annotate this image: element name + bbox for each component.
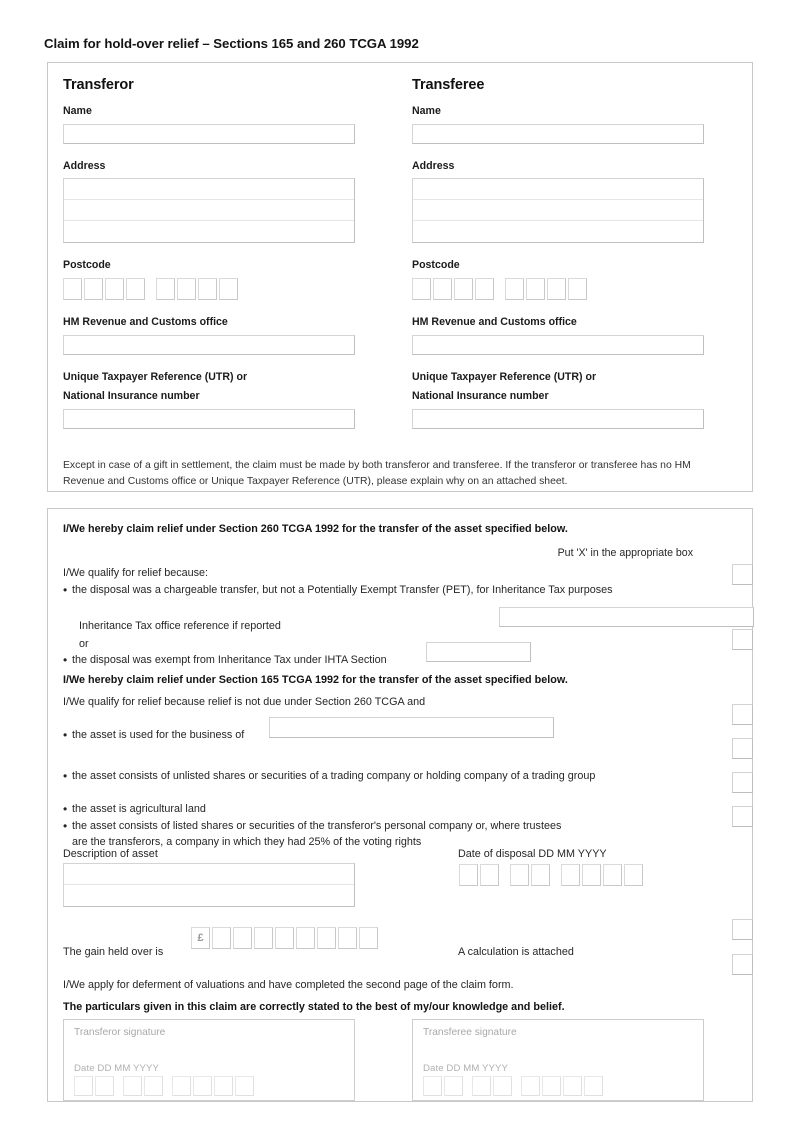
sig-date-year-1[interactable]: [172, 1076, 191, 1096]
sig-date-year-3[interactable]: [214, 1076, 233, 1096]
sig-date-day-2[interactable]: [444, 1076, 463, 1096]
date-of-disposal-label: Date of disposal DD MM YYYY: [458, 848, 607, 860]
postcode-char-3[interactable]: [105, 278, 124, 300]
transferee-utr-input[interactable]: [412, 409, 704, 429]
description-of-asset-input[interactable]: [63, 863, 355, 907]
claim-body: [63, 521, 739, 1074]
claim-panel: [47, 508, 753, 1102]
transferee-name-input[interactable]: [412, 124, 704, 144]
gain-digit-4[interactable]: [275, 927, 294, 949]
section-165-bullet-1-text: the asset is used for the business of: [72, 729, 245, 741]
gain-digit-6[interactable]: [317, 927, 336, 949]
sig-date-year-4[interactable]: [235, 1076, 254, 1096]
bullet-dot-icon: •: [63, 769, 68, 783]
section-165-bullet-3-text: the asset is agricultural land: [72, 803, 206, 815]
gain-held-over-label: The gain held over is: [63, 946, 164, 958]
postcode-char-6[interactable]: [526, 278, 545, 300]
date-month-1[interactable]: [510, 864, 529, 886]
section-260-bullet-2-text: the disposal was exempt from Inheritance Tax under IHTA Section: [72, 654, 387, 666]
transferor-column: [63, 77, 355, 429]
checkbox-s260-iht-exempt[interactable]: [732, 629, 753, 650]
date-month-2[interactable]: [531, 864, 550, 886]
transferee-address-input[interactable]: [412, 178, 704, 243]
transferee-office-input[interactable]: [412, 335, 704, 355]
sig-date-year-2[interactable]: [193, 1076, 212, 1096]
iht-reference-input[interactable]: [499, 607, 754, 627]
transferor-postcode-input[interactable]: [63, 278, 355, 300]
transferor-name-label: Name: [63, 105, 92, 117]
bullet-dot-icon: •: [63, 819, 68, 833]
address-line-2[interactable]: [64, 200, 354, 221]
transferor-utr-label-line1: Unique Taxpayer Reference (UTR) or: [63, 370, 248, 383]
transferor-address-input[interactable]: [63, 178, 355, 243]
transferee-office-label: HM Revenue and Customs office: [412, 316, 577, 329]
description-of-asset-label: Description of asset: [63, 848, 158, 860]
transferor-signature-date-label: Date DD MM YYYY: [74, 1063, 160, 1074]
sig-date-day-2[interactable]: [95, 1076, 114, 1096]
transferor-postcode-label: Postcode: [63, 259, 111, 272]
bullet-dot-icon: •: [63, 583, 68, 598]
bullet-dot-icon: •: [63, 802, 68, 816]
sig-date-day-1[interactable]: [423, 1076, 442, 1096]
or-connector: or: [79, 638, 89, 650]
bullet-dot-icon: •: [63, 653, 68, 667]
gain-digit-5[interactable]: [296, 927, 315, 949]
section-165-bullet-3: [63, 801, 206, 817]
address-line-3[interactable]: [64, 221, 354, 242]
sig-date-month-1[interactable]: [472, 1076, 491, 1096]
transferee-heading: Transferee: [412, 77, 485, 93]
gain-digit-2[interactable]: [233, 927, 252, 949]
transferor-utr-label-line2: National Insurance number: [63, 390, 200, 403]
postcode-char-3[interactable]: [454, 278, 473, 300]
transferee-name-label: Name: [412, 105, 441, 117]
postcode-char-4[interactable]: [475, 278, 494, 300]
sig-date-year-2[interactable]: [542, 1076, 561, 1096]
date-year-4[interactable]: [624, 864, 643, 886]
postcode-char-1[interactable]: [63, 278, 82, 300]
section-165-bullet-2-text: the asset consists of unlisted shares or securities of a trading company or holding company of a trading group: [72, 770, 596, 782]
section-260-bullet-1: [63, 582, 739, 598]
postcode-char-8[interactable]: [568, 278, 587, 300]
page-title: Claim for hold-over relief – Sections 165 and 260 TCGA 1992: [44, 36, 419, 51]
description-line-2[interactable]: [64, 885, 354, 906]
date-year-1[interactable]: [561, 864, 580, 886]
put-x-instruction: Put 'X' in the appropriate box: [557, 547, 693, 560]
bullet-dot-icon: •: [63, 728, 68, 742]
postcode-char-6[interactable]: [177, 278, 196, 300]
section-165-bullet-2: [63, 768, 595, 784]
calculation-attached-label: A calculation is attached: [458, 946, 574, 958]
checkbox-deferment-of-valuations[interactable]: [732, 954, 753, 975]
deferment-line: I/We apply for deferment of valuations and have completed the second page of the claim form.: [63, 979, 514, 991]
section-165-qualify-intro: I/We qualify for relief because relief is not due under Section 260 TCGA and: [63, 696, 426, 708]
description-line-1[interactable]: [64, 864, 354, 885]
transferee-postcode-input[interactable]: [412, 278, 704, 300]
transferee-utr-label-line1: Unique Taxpayer Reference (UTR) or: [412, 370, 597, 383]
parties-panel: [47, 62, 753, 492]
gain-digit-3[interactable]: [254, 927, 273, 949]
transferee-signature-placeholder: Transferee signature: [423, 1027, 517, 1038]
currency-symbol-icon: £: [191, 927, 210, 949]
postcode-char-1[interactable]: [412, 278, 431, 300]
date-year-3[interactable]: [603, 864, 622, 886]
section-165-bullet-1: [63, 727, 244, 743]
checkbox-calculation-attached[interactable]: [732, 919, 753, 940]
transferee-column: [412, 77, 704, 429]
gain-digit-7[interactable]: [338, 927, 357, 949]
sig-date-month-2[interactable]: [493, 1076, 512, 1096]
transferee-postcode-label: Postcode: [412, 259, 460, 272]
date-day-2[interactable]: [480, 864, 499, 886]
postcode-char-5[interactable]: [505, 278, 524, 300]
transferor-heading: Transferor: [63, 77, 134, 93]
business-of-input[interactable]: [269, 717, 554, 738]
postcode-char-7[interactable]: [198, 278, 217, 300]
sig-date-month-1[interactable]: [123, 1076, 142, 1096]
section-165-heading: I/We hereby claim relief under Section 165 TCGA 1992 for the transfer of the asset specified below.: [63, 674, 568, 686]
section-260-bullet-1-text: the disposal was a chargeable transfer, but not a Potentially Exempt Transfer (PET), for Inheritance Tax purposes: [72, 584, 613, 597]
postcode-char-4[interactable]: [126, 278, 145, 300]
transferee-signature-date-input[interactable]: [423, 1076, 605, 1096]
ihta-section-input[interactable]: [426, 642, 531, 662]
declaration-line: The particulars given in this claim are correctly stated to the best of my/our knowledge and belief.: [63, 1001, 565, 1013]
transferor-utr-input[interactable]: [63, 409, 355, 429]
gain-digit-8[interactable]: [359, 927, 378, 949]
transferor-office-input[interactable]: [63, 335, 355, 355]
transferor-address-label: Address: [63, 159, 106, 172]
gain-held-over-input[interactable]: [191, 927, 380, 949]
date-of-disposal-input[interactable]: [459, 864, 645, 886]
sig-date-year-1[interactable]: [521, 1076, 540, 1096]
postcode-char-8[interactable]: [219, 278, 238, 300]
address-line-1[interactable]: [413, 179, 703, 200]
section-260-bullet-2: [63, 652, 387, 668]
section-260-heading: I/We hereby claim relief under Section 260 TCGA 1992 for the transfer of the asset specified below.: [63, 523, 568, 535]
transferor-office-label: HM Revenue and Customs office: [63, 316, 228, 329]
transferee-utr-label-line2: National Insurance number: [412, 390, 549, 403]
section-165-bullet-4-line1: the asset consists of listed shares or securities of the transferor's personal company or, where trustees: [72, 820, 562, 832]
transferor-signature-date-input[interactable]: [74, 1076, 256, 1096]
transferee-signature-block[interactable]: [412, 1019, 704, 1101]
address-line-1[interactable]: [64, 179, 354, 200]
address-line-3[interactable]: [413, 221, 703, 242]
section-260-qualify-intro: I/We qualify for relief because:: [63, 567, 209, 580]
section-165-bullet-4-line2: are the transferors, a company in which they had 25% of the voting rights: [72, 836, 422, 849]
sig-date-year-3[interactable]: [563, 1076, 582, 1096]
transferor-signature-placeholder: Transferor signature: [74, 1027, 166, 1038]
transferee-signature-date-label: Date DD MM YYYY: [423, 1063, 509, 1074]
transferee-address-label: Address: [412, 159, 455, 172]
gain-digit-1[interactable]: [212, 927, 231, 949]
address-line-2[interactable]: [413, 200, 703, 221]
date-day-1[interactable]: [459, 864, 478, 886]
sig-date-year-4[interactable]: [584, 1076, 603, 1096]
sig-date-month-2[interactable]: [144, 1076, 163, 1096]
parties-note: Except in case of a gift in settlement, the claim must be made by both transferor and transferee. If the transferor or transferee has no HM Revenue and Customs office or Unique Taxpayer Reference (UTR), please explain why on an attached sheet.: [63, 460, 691, 487]
postcode-char-7[interactable]: [547, 278, 566, 300]
postcode-char-2[interactable]: [433, 278, 452, 300]
checkbox-s260-pet[interactable]: [732, 564, 753, 585]
sig-date-day-1[interactable]: [74, 1076, 93, 1096]
checkbox-s165-business[interactable]: [732, 704, 753, 725]
postcode-char-5[interactable]: [156, 278, 175, 300]
date-year-2[interactable]: [582, 864, 601, 886]
checkbox-s165-unlisted-shares[interactable]: [732, 738, 753, 759]
checkbox-s165-agricultural-land[interactable]: [732, 772, 753, 793]
transferor-name-input[interactable]: [63, 124, 355, 144]
iht-reference-label: Inheritance Tax office reference if reported: [79, 620, 281, 632]
checkbox-s165-listed-shares[interactable]: [732, 806, 753, 827]
postcode-char-2[interactable]: [84, 278, 103, 300]
transferor-signature-block[interactable]: [63, 1019, 355, 1101]
